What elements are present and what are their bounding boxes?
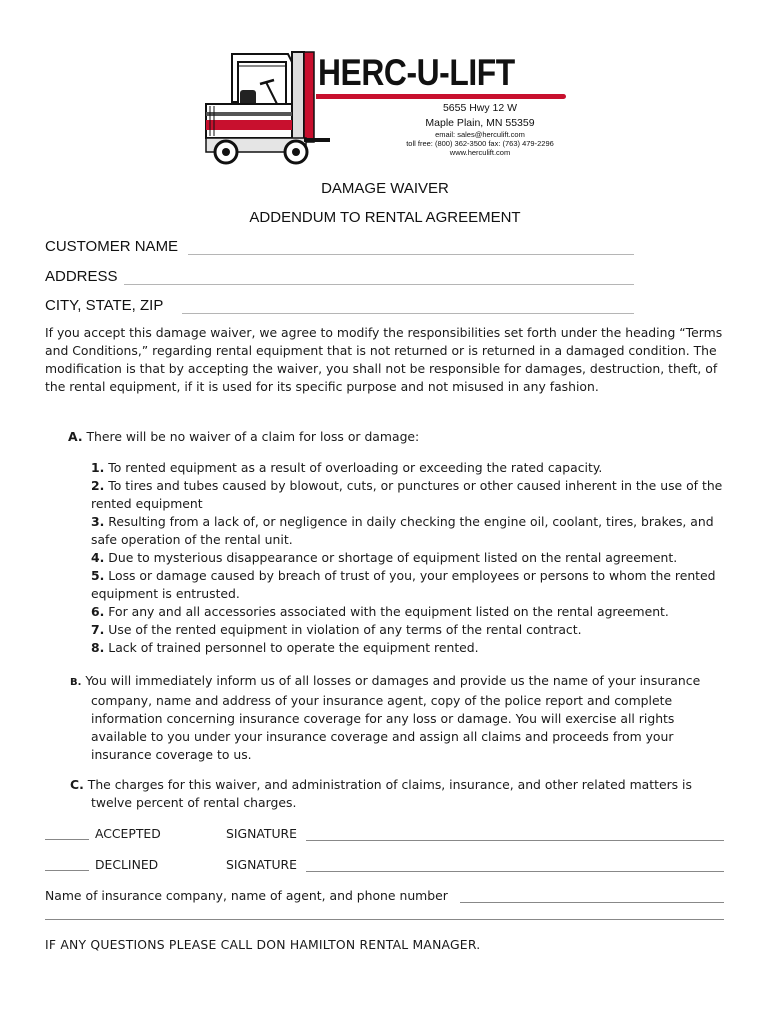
- section-a-list: [91, 459, 731, 657]
- insurance-field[interactable]: [460, 902, 724, 903]
- city-state-zip-label: CITY, STATE, ZIP: [45, 297, 164, 314]
- customer-name-field[interactable]: [188, 254, 634, 255]
- section-a: [68, 428, 728, 446]
- brand-underline: [316, 94, 566, 99]
- accepted-signature-label: SIGNATURE: [226, 826, 297, 841]
- declined-initial-field[interactable]: [45, 870, 89, 871]
- list-item: 7. Use of the rented equipment in violation of any terms of the rental contract.: [91, 622, 582, 637]
- city-state-zip-field[interactable]: [182, 313, 634, 314]
- page-subtitle: ADDENDUM TO RENTAL AGREEMENT: [249, 209, 521, 226]
- list-item: 3. Resulting from a lack of, or negligence in daily checking the engine oil, coolant, tires, brakes, and safe operation of the rental unit.: [91, 514, 714, 547]
- address-line1: 5655 Hwy 12 W: [442, 102, 518, 114]
- list-item: 1. To rented equipment as a result of overloading or exceeding the rated capacity.: [91, 460, 603, 475]
- website-line: www.herculift.com: [449, 148, 511, 157]
- insurance-label: Name of insurance company, name of agent, and phone number: [45, 888, 448, 903]
- declined-signature-field[interactable]: [306, 871, 724, 872]
- section-b: [70, 672, 730, 764]
- phone-line: toll free: (800) 362-3500 fax: (763) 479-2296: [406, 139, 554, 148]
- list-item: 2. To tires and tubes caused by blowout, cuts, or punctures or other caused inherent in the use of the rented equipment: [91, 478, 723, 511]
- company-logo: [200, 42, 580, 172]
- section-a-text: There will be no waiver of a claim for loss or damage:: [86, 429, 420, 444]
- intro-paragraph: If you accept this damage waiver, we agree to modify the responsibilities set forth under the heading “Terms and Conditions,” regarding rental equipment that is not returned or is returned in a damaged condition. The modification is that by accepting the waiver, you shall not be responsible for damages, destruction, theft, of the rental equipment, if it is used for its specific purpose and not misused in any fashion.: [45, 325, 723, 394]
- address-label: ADDRESS: [45, 268, 118, 285]
- section-b-label: B.: [70, 677, 82, 688]
- section-a-label: A.: [68, 429, 83, 444]
- email-line: email: sales@herculift.com: [435, 130, 525, 139]
- section-c-label: C.: [70, 777, 84, 792]
- list-item: 8. Lack of trained personnel to operate the equipment rented.: [91, 640, 479, 655]
- section-c-first-line: The charges for this waiver, and administration of claims, insurance, and other related matters is: [87, 777, 692, 792]
- accepted-signature-field[interactable]: [306, 840, 724, 841]
- section-b-first-line: You will immediately inform us of all losses or damages and provide us the name of your insurance: [85, 673, 701, 688]
- accepted-initial-field[interactable]: [45, 839, 89, 840]
- list-item: 5. Loss or damage caused by breach of trust of you, your employees or persons to whom the rented equipment is entrusted.: [91, 568, 716, 601]
- section-c-text: twelve percent of rental charges.: [91, 795, 297, 810]
- accepted-label: ACCEPTED: [95, 826, 161, 841]
- address-line2: Maple Plain, MN 55359: [425, 117, 535, 129]
- address-field[interactable]: [124, 284, 634, 285]
- accepted-row: [45, 826, 161, 841]
- declined-row: [45, 857, 158, 872]
- footer-note: IF ANY QUESTIONS PLEASE CALL DON HAMILTON RENTAL MANAGER.: [45, 937, 481, 952]
- declined-signature-label: SIGNATURE: [226, 857, 297, 872]
- section-b-text: company, name and address of your insurance agent, copy of the police report and complete information concerning insurance coverage for any loss or damage. You will exercise all rights available to you under your insurance coverage and assign all claims and proceeds from your insurance coverage to us.: [91, 693, 675, 762]
- declined-label: DECLINED: [95, 857, 159, 872]
- list-item: 6. For any and all accessories associated with the equipment listed on the rental agreement.: [91, 604, 669, 619]
- brand-name: HERC-U-LIFT: [318, 52, 515, 93]
- forklift-icon: [200, 42, 330, 167]
- customer-name-label: CUSTOMER NAME: [45, 238, 179, 255]
- insurance-field-line2[interactable]: [45, 919, 724, 920]
- list-item: 4. Due to mysterious disappearance or shortage of equipment listed on the rental agreement.: [91, 550, 678, 565]
- page-title: DAMAGE WAIVER: [321, 180, 449, 197]
- section-c: [70, 776, 730, 812]
